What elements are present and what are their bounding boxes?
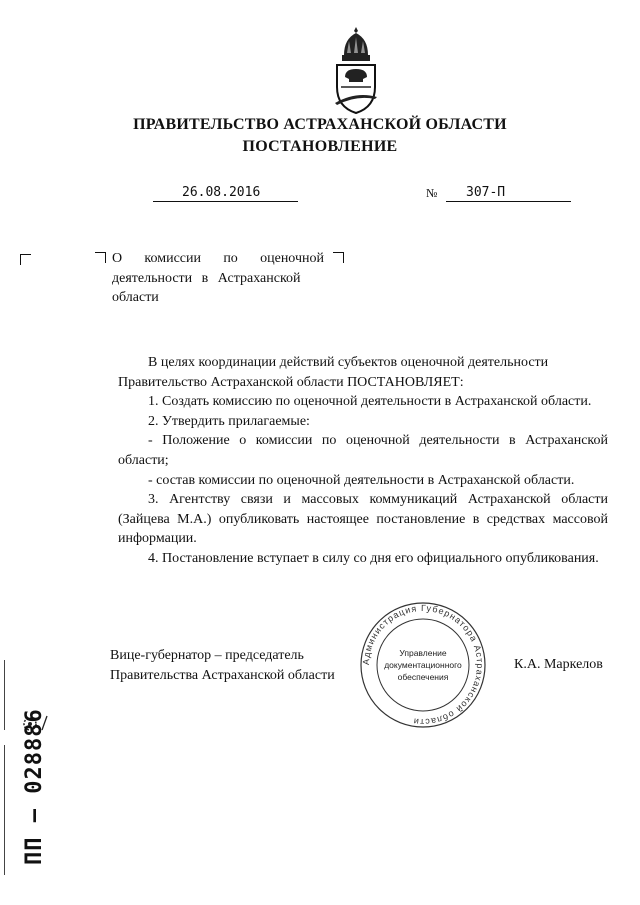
subject-word: комиссии bbox=[144, 251, 202, 266]
body-paragraph: В целях координации действий субъектов оценочной деятельности bbox=[148, 355, 549, 370]
margin-line bbox=[4, 745, 5, 875]
subject-word: по bbox=[223, 251, 238, 266]
subject-bracket-left bbox=[95, 252, 106, 263]
stamp-line: Управление bbox=[399, 648, 447, 658]
number-underline bbox=[446, 185, 571, 202]
signatory-title bbox=[110, 646, 335, 685]
form-serial-number: ПП – 028886 bbox=[22, 708, 47, 865]
signatory-title-line-2: Правительства Астраханской области bbox=[110, 667, 335, 683]
subject-word: оценочной bbox=[260, 251, 324, 266]
document-subject bbox=[112, 249, 324, 308]
body-paragraph: - Положение о комиссии по оценочной деятельности в Астраханской области; bbox=[118, 433, 608, 468]
subject-bracket-right bbox=[333, 252, 344, 263]
number-sign: № bbox=[426, 186, 438, 200]
body-paragraph: 1. Создать комиссию по оценочной деятельности в Астраханской области. bbox=[148, 394, 592, 410]
body-paragraph: - состав комиссии по оценочной деятельности в Астраханской области. bbox=[148, 472, 575, 488]
document-body bbox=[118, 353, 608, 569]
stamp-line: обеспечения bbox=[397, 672, 449, 682]
subject-line-2: деятельности в Астраханской bbox=[112, 270, 301, 286]
margin-line bbox=[4, 660, 5, 730]
body-paragraph: 4. Постановление вступает в силу со дня его официального опубликования. bbox=[148, 550, 599, 566]
signatory-title-line-1: Вице-губернатор – председатель bbox=[110, 648, 304, 663]
document-type-title: ПОСТАНОВЛЕНИЕ bbox=[242, 138, 398, 155]
body-paragraph: Правительство Астраханской области ПОСТАНОВЛЯЕТ: bbox=[118, 374, 464, 390]
signatory-name: К.А. Маркелов bbox=[514, 657, 603, 672]
astrakhan-coat-of-arms-icon bbox=[327, 25, 385, 117]
document-number: 307-П bbox=[466, 185, 506, 200]
margin-corner-mark bbox=[20, 254, 31, 265]
subject-line-1 bbox=[112, 249, 324, 269]
stamp-center-text bbox=[373, 647, 473, 683]
stamp-outer-text: Администрация Губернатора Астраханской области bbox=[360, 602, 486, 728]
government-title: ПРАВИТЕЛЬСТВО АСТРАХАНСКОЙ ОБЛАСТИ bbox=[133, 116, 507, 133]
stamp-line: документационного bbox=[384, 660, 462, 670]
subject-line-3: области bbox=[112, 290, 159, 305]
document-date: 26.08.2016 bbox=[182, 185, 261, 200]
body-paragraph: 2. Утвердить прилагаемые: bbox=[148, 413, 310, 429]
subject-word: О bbox=[112, 251, 123, 266]
body-paragraph: 3. Агентству связи и массовых коммуникаций Астраханской области (Зайцева М.А.) опубликовать настоящее постановление в средствах массовой информации. bbox=[118, 492, 608, 547]
